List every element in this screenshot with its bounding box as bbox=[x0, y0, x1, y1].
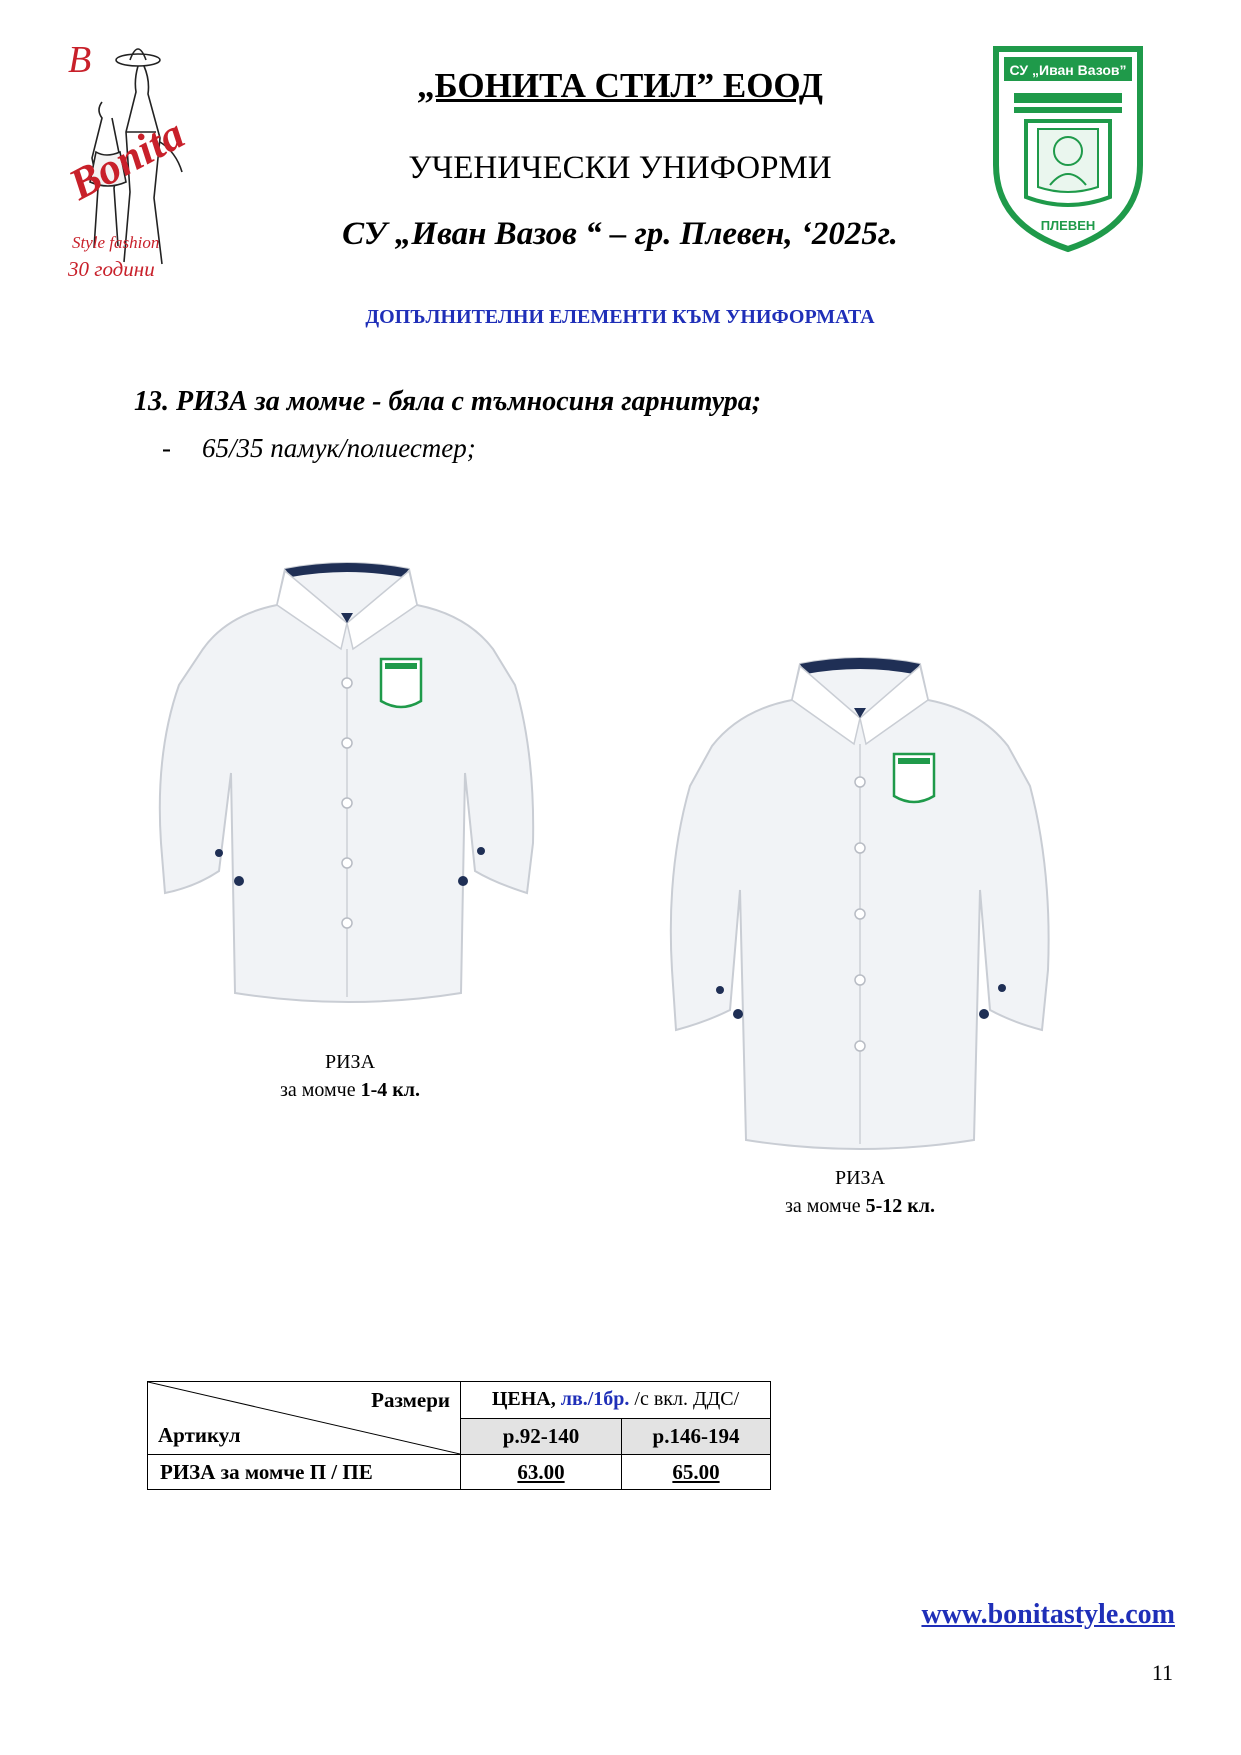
caption-subtitle: за момче 1-4 кл. bbox=[279, 1079, 421, 1101]
shirt-image-grades-5-12 bbox=[640, 650, 1080, 1155]
website-link[interactable]: www.bonitastyle.com bbox=[921, 1599, 1175, 1630]
bullet-dash: - bbox=[162, 433, 171, 463]
school-crest-logo bbox=[992, 45, 1144, 253]
bonita-years: 30 години bbox=[68, 257, 155, 281]
crest-city: ПЛЕВЕН bbox=[1040, 218, 1096, 233]
school-title: СУ „Иван Вазов “ – гр. Плевен, ‘2025г. bbox=[342, 216, 898, 252]
size-range-1: р.92-140 bbox=[461, 1418, 622, 1455]
company-name: „БОНИТА СТИЛ” ЕООД bbox=[416, 66, 823, 105]
price-table bbox=[147, 1381, 771, 1490]
article-label: Артикул bbox=[158, 1423, 241, 1447]
item-material bbox=[162, 433, 476, 464]
section-heading: ДОПЪЛНИТЕЛНИ ЕЛЕМЕНТИ КЪМ УНИФОРМАТА bbox=[365, 306, 875, 328]
sizes-label: Размери bbox=[371, 1388, 450, 1412]
table-header-row bbox=[148, 1382, 771, 1419]
caption-title: РИЗА bbox=[834, 1167, 886, 1189]
header-diagonal-cell bbox=[148, 1382, 461, 1455]
bonita-logo bbox=[60, 32, 210, 304]
caption-title: РИЗА bbox=[324, 1051, 376, 1073]
price-value: 63.00 bbox=[461, 1455, 622, 1490]
page-number: 11 bbox=[1151, 1660, 1173, 1685]
size-range-2: р.146-194 bbox=[622, 1418, 771, 1455]
bonita-brand: Bonita bbox=[61, 108, 193, 210]
material-text: 65/35 памук/полиестер; bbox=[202, 433, 476, 463]
caption-shirt-1-4 bbox=[220, 1048, 480, 1104]
table-row bbox=[148, 1455, 771, 1490]
shirt-image-grades-1-4 bbox=[135, 553, 559, 1013]
crest-school-name: СУ „Иван Вазов” bbox=[1009, 62, 1127, 78]
bonita-tagline: Style fashion bbox=[72, 233, 160, 252]
bonita-initial: B bbox=[68, 39, 92, 81]
price-value: 65.00 bbox=[622, 1455, 771, 1490]
product-line-title: УЧЕНИЧЕСКИ УНИФОРМИ bbox=[408, 150, 832, 186]
article-name: РИЗА за момче П / ПЕ bbox=[148, 1455, 461, 1490]
caption-subtitle: за момче 5-12 кл. bbox=[784, 1195, 936, 1217]
price-header: ЦЕНА, лв./1бр. /с вкл. ДДС/ bbox=[461, 1382, 771, 1419]
item-title: 13. РИЗА за момче - бяла с тъмносиня гарнитура; bbox=[134, 386, 762, 417]
caption-shirt-5-12 bbox=[730, 1164, 990, 1220]
